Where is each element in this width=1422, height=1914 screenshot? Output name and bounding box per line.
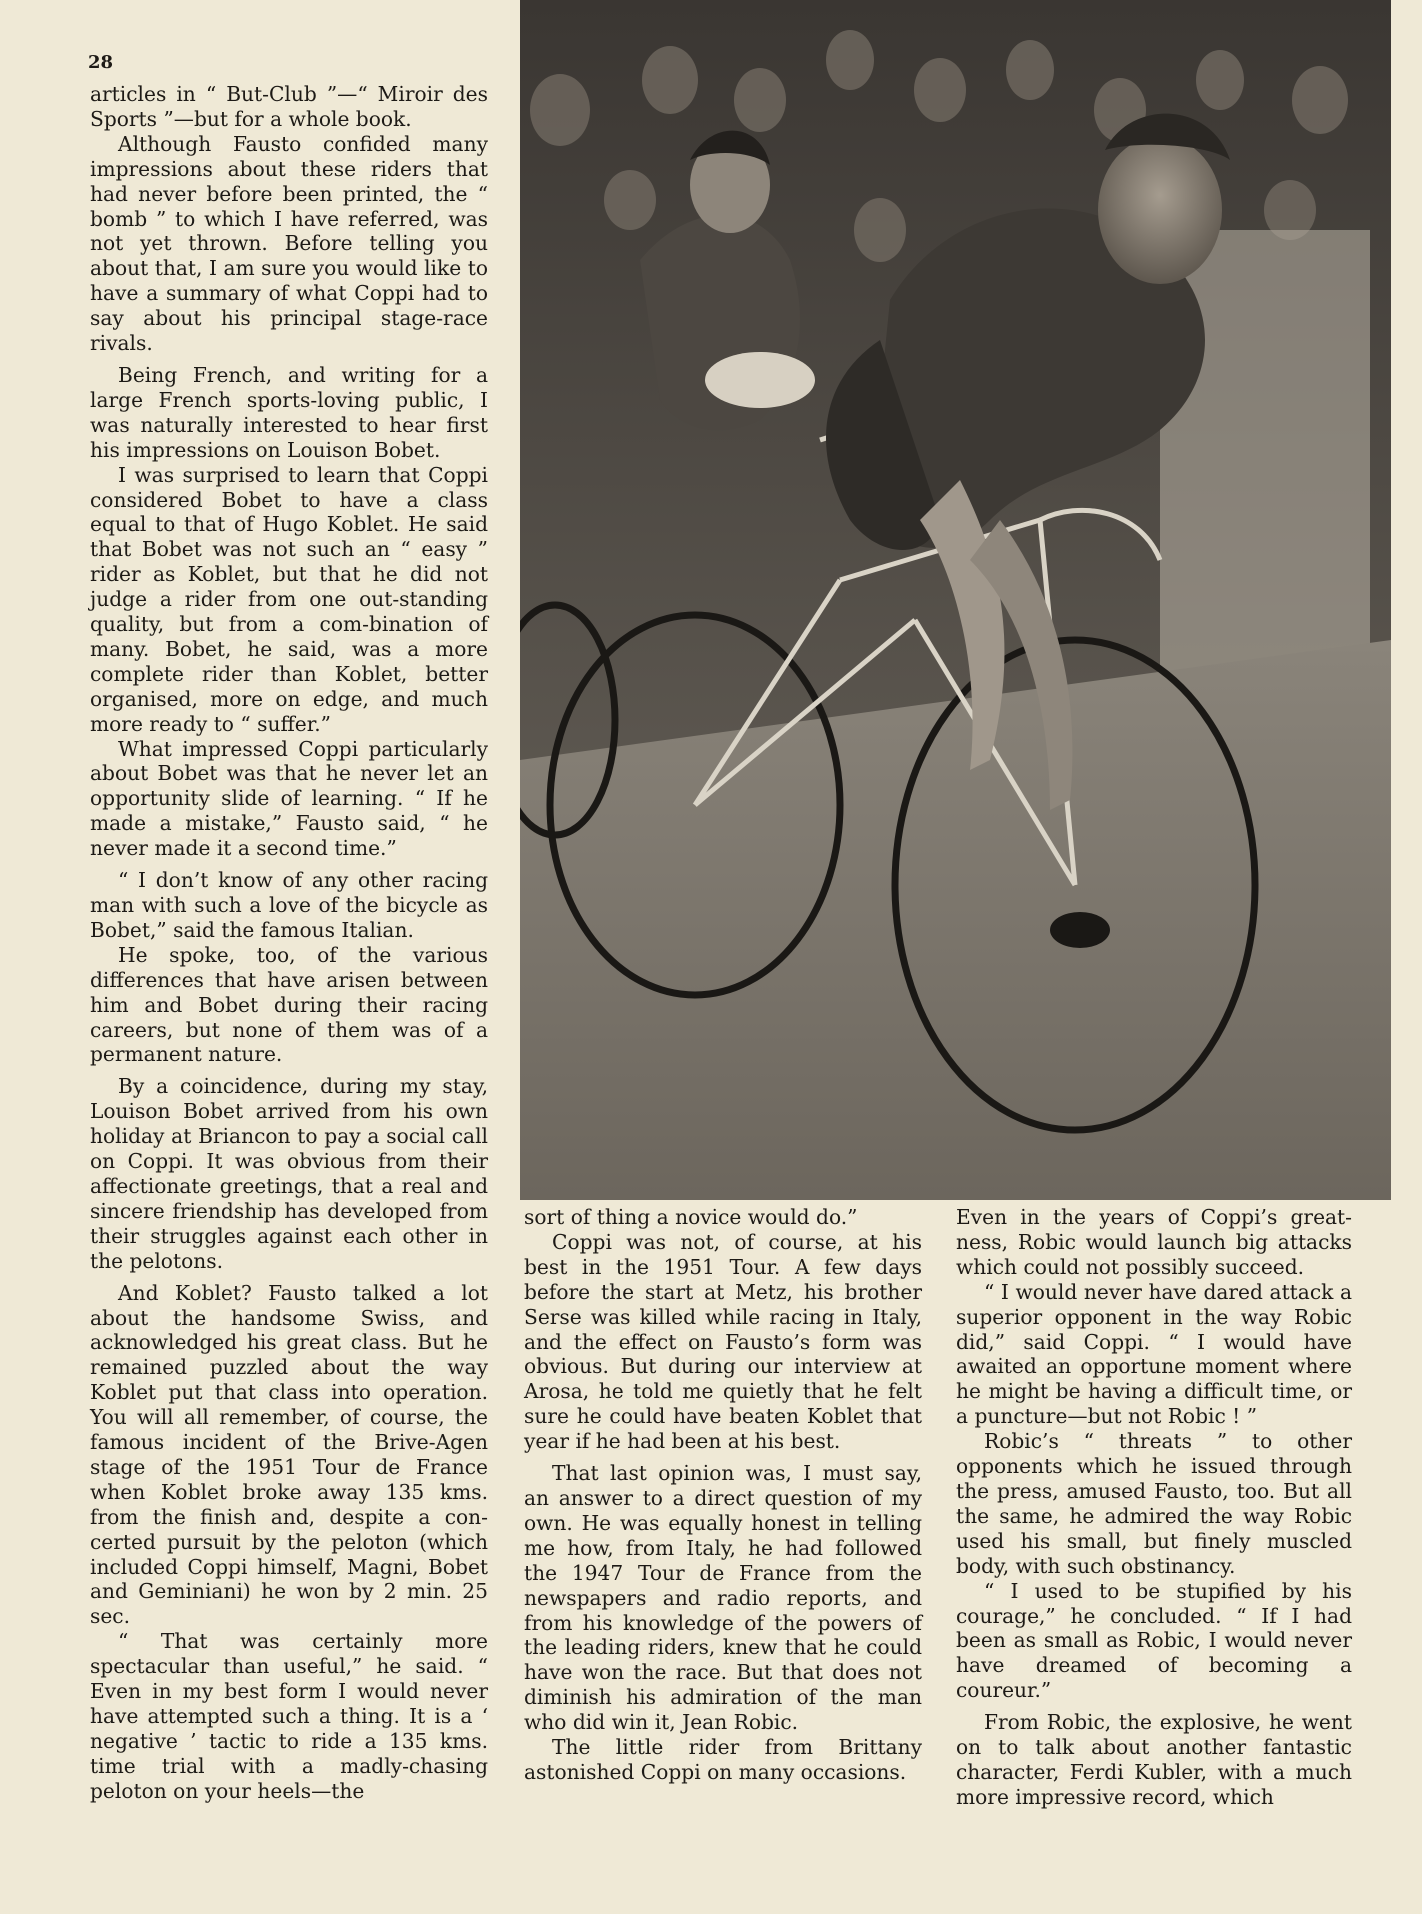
paragraph: Although Fausto confided many impressions about these riders that had never before been printed, the “ bomb ” to which I have referred, was not yet thrown. Before telling you about that, I am sure you would like to have a summary of what Coppi had to say about his principal stage-race rivals. bbox=[90, 131, 488, 356]
cyclist-race-photo bbox=[520, 0, 1391, 1200]
paragraph: He spoke, too, of the various differences that have arisen between him and Bobet during their racing careers, but none of them was of a permanent nature. bbox=[90, 942, 488, 1067]
paragraph: articles in “ But-Club ”—“ Miroir des Sports ”—but for a whole book. bbox=[90, 82, 488, 131]
article-column-3 bbox=[956, 1205, 1352, 1810]
paragraph: What impressed Coppi particularly about Bobet was that he never let an opportunity slide of learning. “ If he made a mistake,” Fausto said, “ he never made it a second time.” bbox=[90, 736, 488, 861]
paragraph: From Robic, the explosive, he went on to talk about another fantastic character, Ferdi Kubler, with a much more impressive record, which bbox=[956, 1710, 1352, 1809]
paragraph: sort of thing a novice would do.” bbox=[524, 1205, 858, 1229]
paragraph: “ I used to be stupified by his courage,” he concluded. “ If I had been as small as Robic, I would never have dreamed of becoming a coureur.” bbox=[956, 1578, 1352, 1703]
paragraph: By a coincidence, during my stay, Louison Bobet arrived from his own holiday at Briancon to pay a social call on Coppi. It was obvious from their affectionate greetings, that a real and sincere friendship has developed from their struggles against each other in the pelotons. bbox=[90, 1074, 488, 1273]
page-number: 28 bbox=[88, 52, 114, 73]
paragraph: That last opinion was, I must say, an answer to a direct question of my own. He was equally honest in telling me how, from Italy, he had followed the 1947 Tour de France from the newspapers and radio reports, and from his knowledge of the powers of the leading riders, knew that he could have won the race. But that does not diminish his admiration of the man who did win it, Jean Robic. bbox=[524, 1461, 922, 1735]
paragraph: I was surprised to learn that Coppi considered Bobet to have a class equal to that of Hugo Koblet. He said that Bobet was not such an “ easy ” rider as Koblet, but that he did not judge a rider from one out-standing quality, but from a com-bination of many. Bobet, he said, was a more complete rider than Koblet, better organised, more on edge, and much more ready to “ suffer.” bbox=[90, 462, 488, 736]
paragraph: “ I don’t know of any other racing man with such a love of the bicycle as Bobet,” said the famous Italian. bbox=[90, 868, 488, 942]
paragraph: Coppi was not, of course, at his best in the 1951 Tour. A few days before the start at Metz, his brother Serse was killed while racing in Italy, and the effect on Fausto’s form was obvious. But during our interview at Arosa, he told me quietly that he felt sure he could have beaten Koblet that year if he had been at his best. bbox=[524, 1229, 922, 1454]
paragraph: And Koblet? Fausto talked a lot about the handsome Swiss, and acknowledged his great class. But he remained puzzled about the way Koblet put that class into operation. You will all remember, of course, the famous incident of the Brive-Agen stage of the 1951 Tour de France when Koblet broke away 135 kms. from the finish and, despite a con-certed pursuit by the peloton (which included Coppi himself, Magni, Bobet and Geminiani) he won by 2 min. 25 sec. bbox=[90, 1280, 488, 1629]
paragraph: “ That was certainly more spectacular than useful,” he said. “ Even in my best form I would never have attempted such a thing. It is a ‘ negative ’ tactic to ride a 135 kms. time trial with a madly-chasing peloton on your heels—the bbox=[90, 1629, 488, 1803]
article-column-1 bbox=[90, 82, 488, 1804]
paragraph: “ I would never have dared attack a superior opponent in the way Robic did,” said Coppi. “ I would have awaited an opportune moment where he might be having a difficult time, or a puncture—but not Robic ! ” bbox=[956, 1279, 1352, 1429]
paragraph: Being French, and writing for a large French sports-loving public, I was naturally interested to hear first his impressions on Louison Bobet. bbox=[90, 362, 488, 462]
paragraph: Even in the years of Coppi’s great-ness, Robic would launch big attacks which could not possibly succeed. bbox=[956, 1205, 1352, 1279]
paragraph: Robic’s “ threats ” to other opponents which he issued through the press, amused Fausto, too. But all the same, he admired the way Robic used his small, but finely muscled body, with such obstinancy. bbox=[956, 1429, 1352, 1578]
article-column-2 bbox=[524, 1205, 922, 1785]
paragraph: The little rider from Brittany astonished Coppi on many occasions. bbox=[524, 1735, 922, 1784]
